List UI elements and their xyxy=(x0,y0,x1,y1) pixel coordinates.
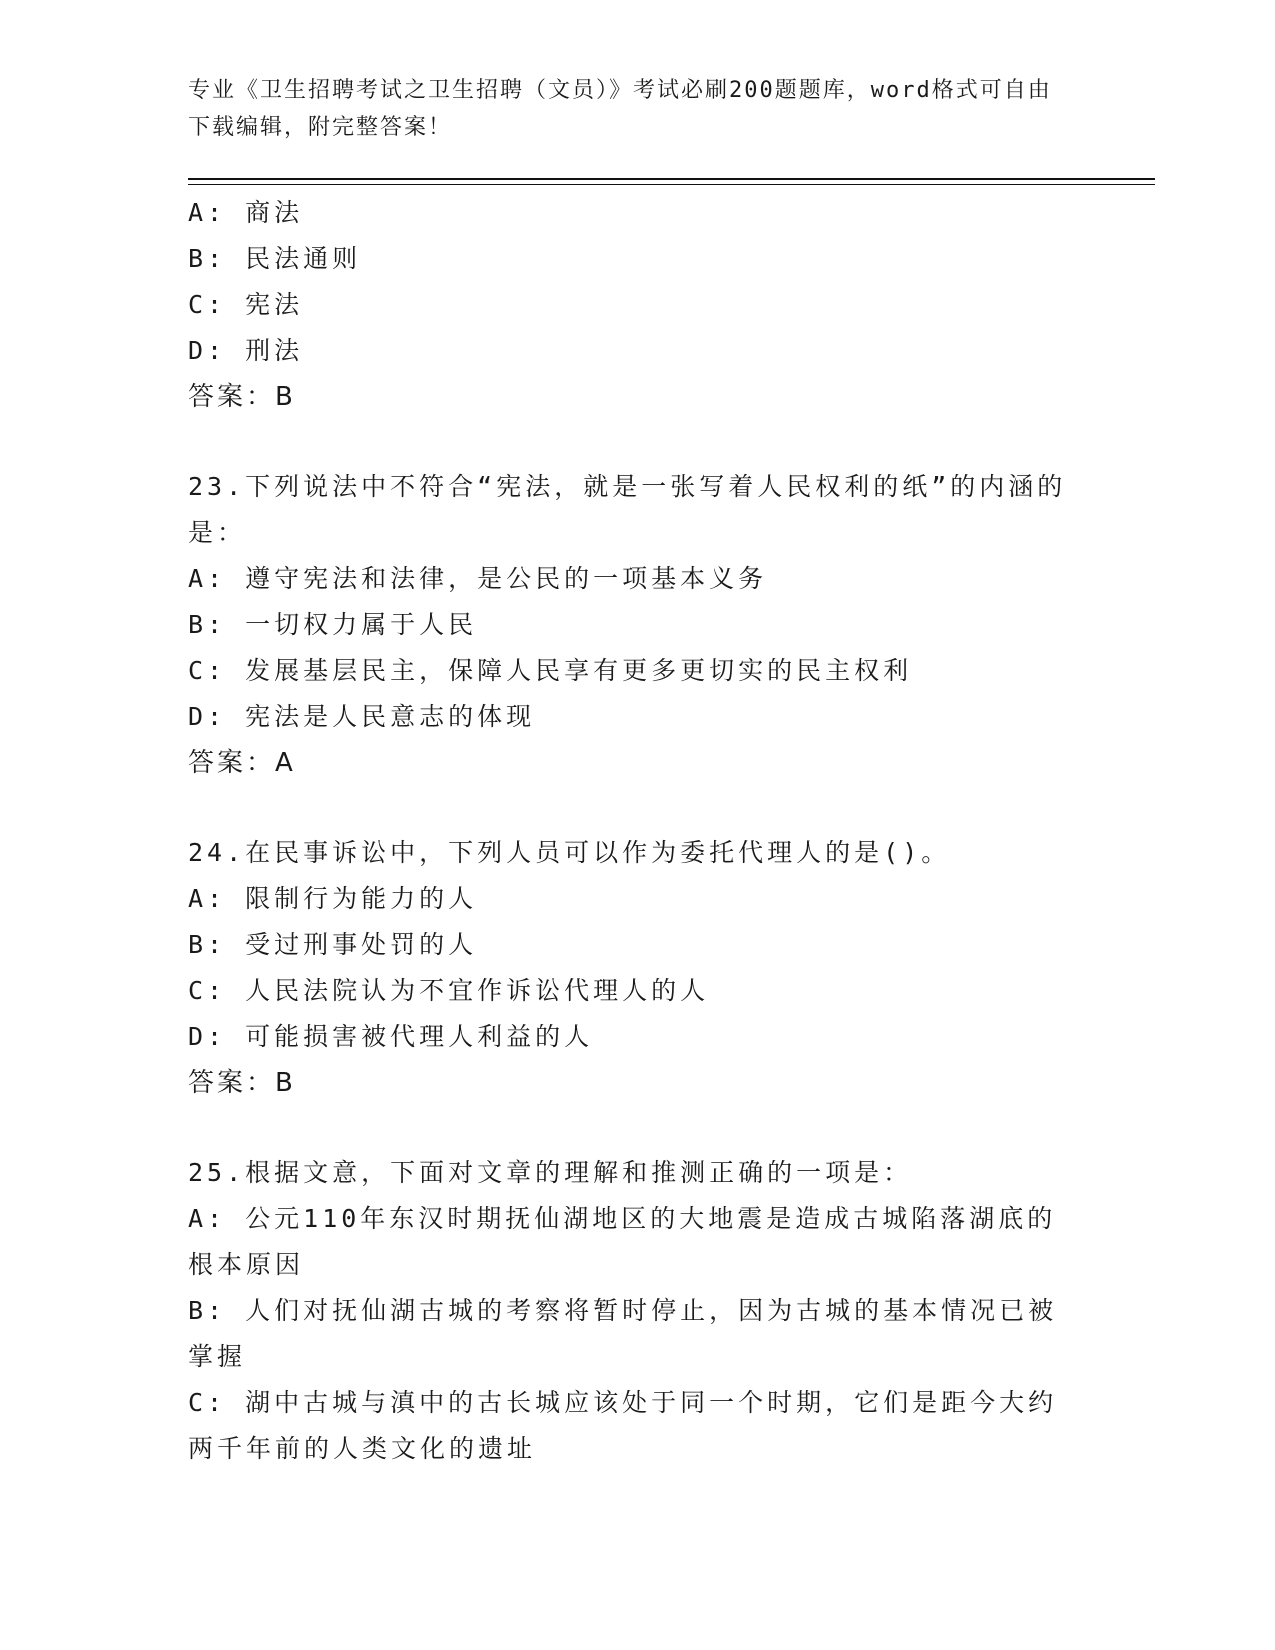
option-b: B: 人们对抚仙湖古城的考察将暂时停止，因为古城的基本情况已被掌握 xyxy=(188,1296,1058,1371)
option-a: A: 商法 xyxy=(188,198,304,227)
header-divider-thin xyxy=(188,184,1155,185)
question-25-block xyxy=(188,1150,1078,1472)
question-22-block xyxy=(188,190,1078,420)
question-24-block xyxy=(188,830,1078,1106)
answer-line: 答案：B xyxy=(188,1068,296,1098)
option-b: B: 受过刑事处罚的人 xyxy=(188,930,478,959)
question-list xyxy=(188,190,1078,1472)
answer-line: 答案：A xyxy=(188,748,296,778)
spacer xyxy=(188,786,1078,830)
option-a: A: 限制行为能力的人 xyxy=(188,884,478,913)
option-b: B: 民法通则 xyxy=(188,244,362,273)
spacer xyxy=(188,420,1078,464)
option-b: B: 一切权力属于人民 xyxy=(188,610,478,639)
option-a: A: 公元110年东汉时期抚仙湖地区的大地震是造成古城陷落湖底的根本原因 xyxy=(188,1204,1057,1279)
page-header: 专业《卫生招聘考试之卫生招聘（文员）》考试必刷200题题库，word格式可自由下载编辑，附完整答案！ xyxy=(188,78,1052,140)
option-d: D: 刑法 xyxy=(188,336,304,365)
spacer xyxy=(188,1106,1078,1150)
header-divider-thick xyxy=(188,178,1155,180)
option-c: C: 湖中古城与滇中的古长城应该处于同一个时期，它们是距今大约两千年前的人类文化的遗址 xyxy=(188,1388,1058,1463)
question-23-block xyxy=(188,464,1078,786)
option-d: D: 宪法是人民意志的体现 xyxy=(188,702,536,731)
option-d: D: 可能损害被代理人利益的人 xyxy=(188,1022,594,1051)
answer-line: 答案：B xyxy=(188,382,296,412)
option-a: A: 遵守宪法和法律，是公民的一项基本义务 xyxy=(188,564,768,593)
question-stem: 24.在民事诉讼中，下列人员可以作为委托代理人的是()。 xyxy=(188,838,951,867)
question-stem: 25.根据文意，下面对文章的理解和推测正确的一项是： xyxy=(188,1158,913,1187)
question-stem: 23.下列说法中不符合“宪法，就是一张写着人民权利的纸”的内涵的是： xyxy=(188,472,1067,547)
option-c: C: 人民法院认为不宜作诉讼代理人的人 xyxy=(188,976,710,1005)
option-c: C: 宪法 xyxy=(188,290,304,319)
option-c: C: 发展基层民主，保障人民享有更多更切实的民主权利 xyxy=(188,656,913,685)
